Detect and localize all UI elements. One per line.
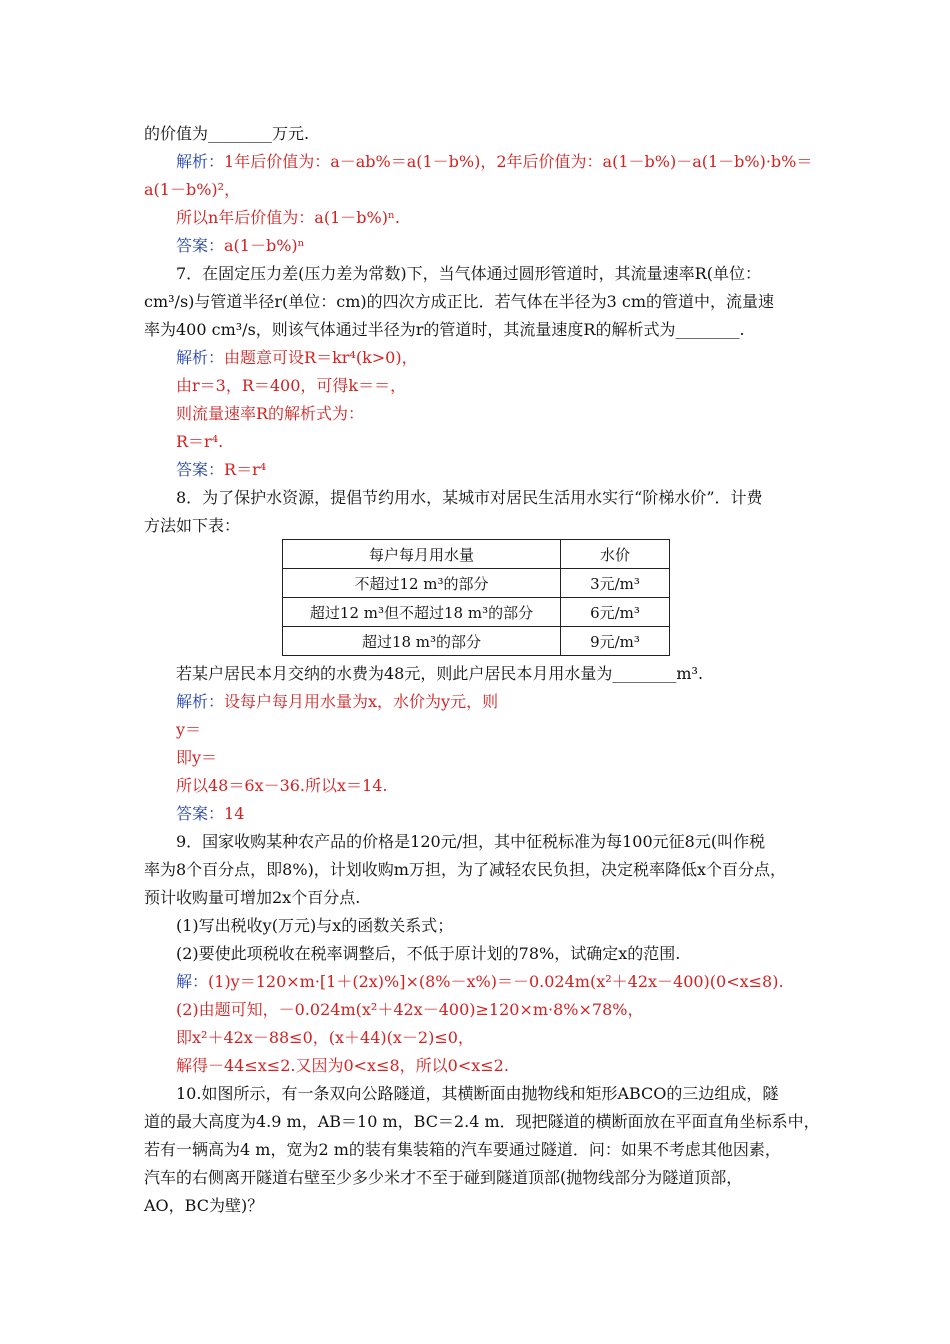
text-line	[176, 776, 387, 796]
line-text: (2)由题可知，－0.024m(x²＋42x－400)≥120×m·8%×78%，	[176, 1000, 644, 1019]
line-text: 7．在固定压力差(压力差为常数)下，当气体通过圆形管道时，其流量速率R(单位：	[176, 264, 761, 283]
text-line	[176, 972, 784, 992]
line-text: (1)y＝120×m·[1＋(2x)%]×(8%－x%)＝－0.024m(x²＋42x－400)(0<x≤8).	[208, 972, 784, 991]
line-text: 若有一辆高为4 m，宽为2 m的装有集装箱的汽车要通过隧道．问：如果不考虑其他因素，	[144, 1140, 781, 1159]
line-text: 即x²＋42x－88≤0，(x＋44)(x－2)≤0，	[176, 1028, 474, 1047]
line-text: 解得－44≤x≤2.又因为0<x≤8，所以0<x≤2.	[176, 1056, 509, 1075]
text-line	[176, 1056, 509, 1076]
text-line	[176, 1084, 778, 1104]
line-text: AO，BC为壁)？	[144, 1196, 264, 1215]
line-text: 所以n年后价值为：a(1－b%)ⁿ.	[176, 208, 400, 227]
text-line	[176, 348, 418, 368]
line-text: 方法如下表：	[144, 516, 241, 535]
table-row	[283, 598, 670, 627]
text-line	[176, 264, 761, 284]
text-line	[176, 432, 223, 452]
line-text: 率为8个百分点，即8%)，计划收购m万担，为了减轻农民负担，决定税率降低x个百分点，	[144, 860, 787, 879]
section-label: 答案：	[176, 804, 225, 823]
text-line	[144, 1168, 742, 1188]
text-line	[144, 888, 360, 908]
line-text: 14	[224, 804, 245, 823]
table-cell: 超过18 m³的部分	[283, 627, 561, 656]
table-row	[283, 627, 670, 656]
text-line	[144, 1140, 781, 1160]
text-line	[144, 292, 774, 312]
table-cell: 9元/m³	[561, 627, 670, 656]
text-line	[176, 460, 266, 480]
text-line	[176, 832, 765, 852]
text-line	[176, 152, 812, 172]
table-cell: 6元/m³	[561, 598, 670, 627]
line-text: 由r＝3，R＝400，可得k＝＝，	[176, 376, 407, 395]
line-text: 即y＝	[176, 748, 218, 767]
section-label: 解析：	[176, 152, 225, 171]
line-text: 由题意可设R＝kr⁴(k>0)，	[224, 348, 418, 367]
text-line	[176, 804, 244, 824]
line-text: a(1－b%)²，	[144, 180, 241, 199]
text-line	[144, 180, 240, 200]
line-text: 若某户居民本月交纳的水费为48元，则此户居民本月用水量为________m³.	[176, 664, 704, 683]
table-row	[283, 569, 670, 598]
table-header-row	[283, 540, 670, 569]
line-text: (1)写出税收y(万元)与x的函数关系式；	[176, 916, 454, 935]
text-line	[176, 208, 400, 228]
table-cell: 不超过12 m³的部分	[283, 569, 561, 598]
section-label: 解：	[176, 972, 209, 991]
section-label: 解析：	[176, 692, 225, 711]
line-text: 9．国家收购某种农产品的价格是120元/担，其中征税标准为每100元征8元(叫作税	[176, 832, 766, 851]
line-text: (2)要使此项税收在税率调整后，不低于原计划的78%，试确定x的范围.	[176, 944, 681, 963]
line-text: 的价值为________万元.	[144, 124, 310, 143]
section-label: 解析：	[176, 348, 225, 367]
line-text: R＝r⁴.	[176, 432, 224, 451]
line-text: 所以48＝6x－36.所以x＝14.	[176, 776, 388, 795]
text-line	[176, 944, 680, 964]
section-label: 答案：	[176, 460, 225, 479]
line-text: 1年后价值为：a－ab%＝a(1－b%)，2年后价值为：a(1－b%)－a(1－b%)·b%＝	[224, 152, 813, 171]
water-price-table	[282, 539, 670, 656]
text-line	[176, 1028, 474, 1048]
line-text: 8．为了保护水资源，提倡节约用水，某城市对居民生活用水实行“阶梯水价”．计费	[176, 488, 763, 507]
text-line	[176, 488, 763, 508]
text-line	[144, 1112, 820, 1132]
text-line	[144, 320, 745, 340]
table-cell: 3元/m³	[561, 569, 670, 598]
text-line	[176, 720, 201, 740]
text-line	[176, 748, 217, 768]
line-text: 道的最大高度为4.9 m，AB＝10 m，BC＝2.4 m．现把隧道的横断面放在平面直角坐标系中，	[144, 1112, 820, 1131]
text-line	[144, 516, 240, 536]
line-text: 设每户每月用水量为x，水价为y元，则	[224, 692, 499, 711]
section-label: 答案：	[176, 236, 225, 255]
text-line	[176, 404, 364, 424]
text-line	[176, 236, 305, 256]
text-line	[144, 1196, 263, 1216]
text-line	[176, 664, 703, 684]
line-text: 汽车的右侧离开隧道右壁至少多少米才不至于碰到隧道顶部(抛物线部分为隧道顶部，	[144, 1168, 743, 1187]
line-text: R＝r⁴	[224, 460, 267, 479]
text-line	[176, 376, 406, 396]
line-text: 预计收购量可增加2x个百分点.	[144, 888, 361, 907]
table-header-cell: 每户每月用水量	[283, 540, 561, 569]
line-text: 则流量速率R的解析式为：	[176, 404, 365, 423]
text-line	[176, 1000, 643, 1020]
line-text: 10.如图所示，有一条双向公路隧道，其横断面由抛物线和矩形ABCO的三边组成，隧	[176, 1084, 779, 1103]
table-cell: 超过12 m³但不超过18 m³的部分	[283, 598, 561, 627]
line-text: y＝	[176, 720, 202, 739]
text-line	[176, 692, 498, 712]
line-text: 率为400 cm³/s，则该气体通过半径为r的管道时，其流量速度R的解析式为________.	[144, 320, 745, 339]
line-text: a(1－b%)ⁿ	[224, 236, 305, 255]
text-line	[176, 916, 453, 936]
table-header-cell: 水价	[561, 540, 670, 569]
text-line	[144, 124, 309, 144]
line-text: cm³/s)与管道半径r(单位：cm)的四次方成正比．若气体在半径为3 cm的管道中，流量速	[144, 292, 775, 311]
text-line	[144, 860, 786, 880]
